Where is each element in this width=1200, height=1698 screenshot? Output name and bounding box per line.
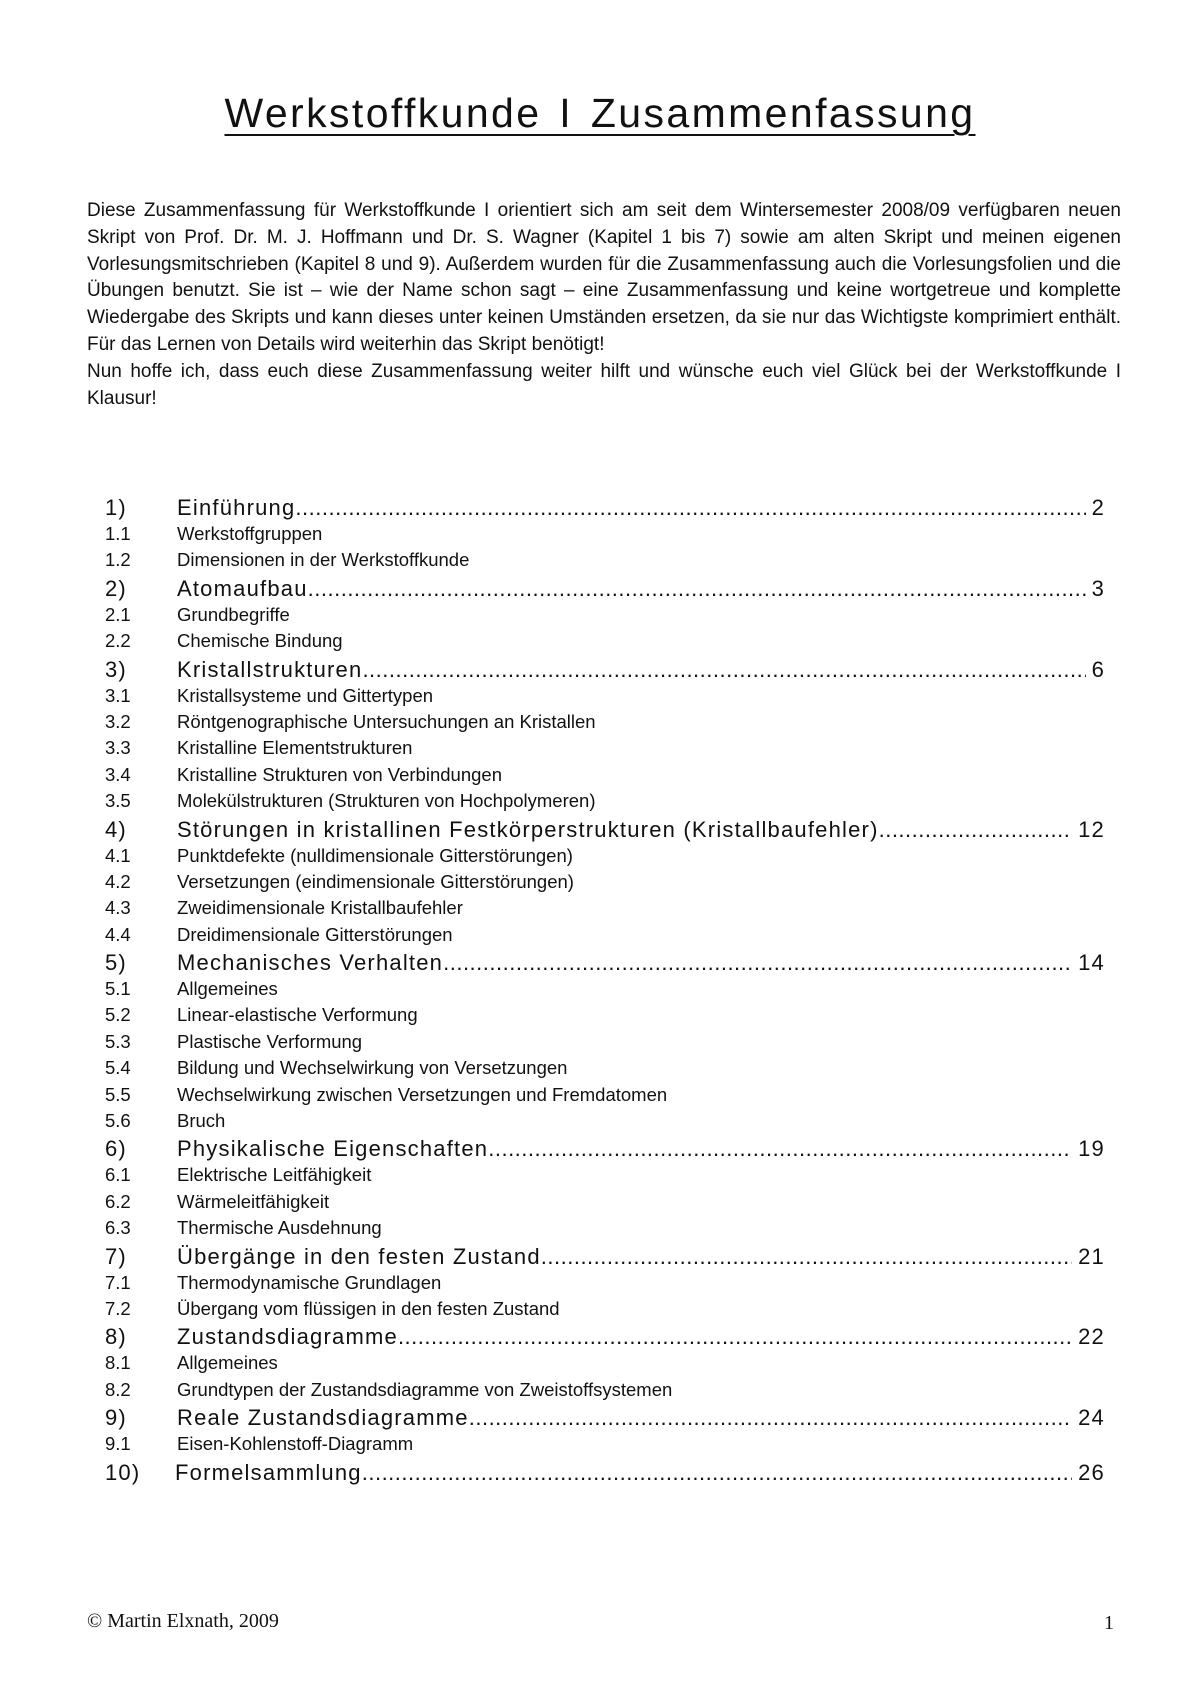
toc-chapter-number: 2): [105, 575, 127, 601]
toc-section-row: [105, 1272, 1105, 1298]
toc-leader-dots: [362, 1460, 1072, 1486]
toc-section-number: 4.4: [105, 923, 131, 945]
toc-chapter-title: Kristallstrukturen: [177, 656, 363, 682]
intro-paragraph: Diese Zusammenfassung für Werkstoffkunde I orientiert sich am seit dem Wintersemester 2008/09 verfügbaren neuen Skript von Prof. Dr. M. J. Hoffmann und Dr. S. Wagner (Kapitel 1 bis 7) sowie am alten Skript und meinen eigenen Vorlesungsmitschrieben (Kapitel 8 und 9). Außerdem wurden für die Zusammenfassung auch die Vorlesungsfolien und die Übungen benutzt. Sie ist – wie der Name schon sagt – eine Zusammenfassung und keine wortgetreue und komplette Wiedergabe des Skripts und kann dieses unter keinen Umständen ersetzen, da sie nur das Wichtigste komprimiert enthält. Für das Lernen von Details wird weiterhin das Skript benötigt!: [87, 200, 1121, 355]
toc-chapter-row: [105, 1460, 1105, 1488]
toc-section-title: Kristalline Elementstrukturen: [177, 737, 413, 759]
footer-page-number: 1: [1104, 1612, 1114, 1634]
toc-section-row: [105, 764, 1105, 790]
toc-chapter-number: 6): [105, 1136, 127, 1162]
toc-chapter-title: Übergänge in den festen Zustand: [177, 1243, 541, 1269]
toc-section-title: Grundbegriffe: [177, 603, 290, 625]
toc-section-title: Kristalline Strukturen von Verbindungen: [177, 763, 502, 785]
toc-section-row: [105, 523, 1105, 549]
toc-section-row: [105, 549, 1105, 575]
toc-section-number: 4.1: [105, 844, 131, 866]
toc-section-row: [105, 685, 1105, 711]
toc-chapter-row: [105, 817, 1105, 845]
toc-section-row: [105, 1352, 1105, 1378]
toc-chapter-title: Physikalische Eigenschaften: [177, 1136, 489, 1162]
toc-section-row: [105, 897, 1105, 923]
toc-chapter-line: [177, 657, 1105, 683]
toc-chapter-title: Zustandsdiagramme: [177, 1324, 398, 1350]
toc-section-title: Zweidimensionale Kristallbaufehler: [177, 897, 463, 919]
toc-section-number: 4.2: [105, 870, 131, 892]
toc-page-number: 26: [1078, 1459, 1105, 1485]
toc-chapter-line: [177, 495, 1105, 521]
toc-page-number: 19: [1078, 1136, 1105, 1162]
toc-section-row: [105, 1433, 1105, 1459]
toc-section-number: 6.2: [105, 1190, 131, 1212]
document-title: Werkstoffkunde I Zusammenfassung: [224, 90, 976, 136]
toc-section-row: [105, 1164, 1105, 1190]
toc-section-number: 5.5: [105, 1083, 131, 1105]
toc-chapter-number: 10): [105, 1459, 141, 1485]
toc-section-number: 1.1: [105, 523, 131, 544]
toc-section-row: [105, 1379, 1105, 1405]
toc-chapter-title: Mechanisches Verhalten: [177, 950, 444, 976]
toc-chapter-number: 8): [105, 1324, 127, 1350]
toc-section-number: 2.2: [105, 630, 131, 652]
toc-section-title: Wärmeleitfähigkeit: [177, 1190, 330, 1212]
toc-chapter-row: [105, 1405, 1105, 1433]
toc-chapter-number: 5): [105, 950, 127, 976]
toc-section-number: 1.2: [105, 549, 131, 571]
toc-chapter-title: Störungen in kristallinen Festkörperstrukturen (Kristallbaufehler): [177, 816, 879, 842]
toc-section-number: 5.2: [105, 1004, 131, 1026]
toc-section-number: 5.3: [105, 1030, 131, 1052]
toc-section-row: [105, 604, 1105, 630]
toc-section-title: Punktdefekte (nulldimensionale Gitterstörungen): [177, 844, 573, 866]
toc-section-row: [105, 1298, 1105, 1324]
toc-chapter-number: 1): [105, 495, 127, 520]
toc-chapter-number: 3): [105, 656, 127, 682]
toc-leader-dots: [879, 817, 1073, 843]
toc-section-row: [105, 1217, 1105, 1243]
toc-section-row: [105, 871, 1105, 897]
toc-section-number: 4.3: [105, 897, 131, 919]
toc-section-title: Übergang vom flüssigen in den festen Zustand: [177, 1297, 560, 1319]
toc-section-row: [105, 630, 1105, 656]
toc-section-number: 3.3: [105, 737, 131, 759]
toc-section-title: Allgemeines: [177, 978, 278, 1000]
toc-section-number: 7.1: [105, 1271, 131, 1293]
toc-chapter-row: [105, 1136, 1105, 1164]
toc-section-number: 9.1: [105, 1433, 131, 1455]
toc-section-title: Grundtypen der Zustandsdiagramme von Zweistoffsystemen: [177, 1378, 673, 1400]
footer-copyright: © Martin Elxnath, 2009: [87, 1610, 279, 1632]
toc-section-title: Bildung und Wechselwirkung von Versetzungen: [177, 1057, 568, 1079]
toc-section-title: Wechselwirkung zwischen Versetzungen und Fremdatomen: [177, 1083, 668, 1105]
toc-section-number: 7.2: [105, 1297, 131, 1319]
toc-section-title: Molekülstrukturen (Strukturen von Hochpolymeren): [177, 790, 596, 812]
toc-section-row: [105, 1004, 1105, 1030]
toc-section-number: 5.1: [105, 978, 131, 1000]
toc-leader-dots: [398, 1324, 1072, 1350]
toc-chapter-line: [177, 1136, 1105, 1162]
table-of-contents: [105, 495, 1105, 1488]
toc-leader-dots: [541, 1244, 1072, 1270]
toc-section-title: Thermische Ausdehnung: [177, 1217, 382, 1239]
toc-leader-dots: [443, 950, 1072, 976]
toc-chapter-number: 4): [105, 816, 127, 842]
toc-section-row: [105, 845, 1105, 871]
toc-leader-dots: [362, 657, 1085, 683]
toc-section-number: 8.2: [105, 1378, 131, 1400]
toc-chapter-number: 9): [105, 1405, 127, 1431]
toc-section-title: Versetzungen (eindimensionale Gitterstörungen): [177, 870, 574, 892]
toc-section-title: Dimensionen in der Werkstoffkunde: [177, 549, 470, 571]
toc-section-title: Allgemeines: [177, 1352, 278, 1374]
toc-chapter-line: [177, 576, 1105, 602]
toc-leader-dots: [295, 495, 1085, 521]
toc-chapter-row: [105, 576, 1105, 604]
toc-chapter-title: Atomaufbau: [177, 575, 308, 601]
toc-section-title: Eisen-Kohlenstoff-Diagramm: [177, 1433, 414, 1455]
toc-page-number: 24: [1078, 1405, 1105, 1431]
toc-section-number: 5.6: [105, 1110, 131, 1132]
toc-section-title: Linear-elastische Verformung: [177, 1004, 418, 1026]
toc-section-number: 3.4: [105, 763, 131, 785]
toc-page-number: 12: [1078, 816, 1105, 842]
toc-section-number: 5.4: [105, 1057, 131, 1079]
toc-section-title: Dreidimensionale Gitterstörungen: [177, 923, 453, 945]
toc-section-row: [105, 978, 1105, 1004]
toc-page-number: 22: [1078, 1324, 1105, 1350]
toc-section-row: [105, 1031, 1105, 1057]
toc-section-title: Plastische Verformung: [177, 1030, 363, 1052]
toc-section-number: 8.1: [105, 1352, 131, 1374]
toc-section-title: Chemische Bindung: [177, 630, 343, 652]
toc-chapter-line: [175, 1460, 1105, 1486]
toc-chapter-row: [105, 495, 1105, 523]
toc-section-row: [105, 737, 1105, 763]
toc-section-row: [105, 924, 1105, 950]
toc-chapter-row: [105, 1244, 1105, 1272]
toc-page-number: 21: [1078, 1243, 1105, 1269]
toc-chapter-number: 7): [105, 1243, 127, 1269]
toc-section-row: [105, 711, 1105, 737]
toc-section-title: Bruch: [177, 1110, 226, 1132]
toc-chapter-title: Einführung: [177, 495, 296, 520]
toc-chapter-row: [105, 657, 1105, 685]
toc-page-number: 2: [1091, 495, 1105, 520]
toc-page-number: 3: [1091, 575, 1105, 601]
toc-section-row: [105, 1191, 1105, 1217]
toc-chapter-line: [177, 1405, 1105, 1431]
toc-leader-dots: [488, 1136, 1072, 1162]
toc-chapter-row: [105, 950, 1105, 978]
toc-section-number: 3.2: [105, 710, 131, 732]
toc-section-title: Elektrische Leitfähigkeit: [177, 1164, 372, 1186]
toc-chapter-line: [177, 950, 1105, 976]
toc-page-number: 6: [1091, 656, 1105, 682]
intro-paragraph: Nun hoffe ich, dass euch diese Zusammenfassung weiter hilft und wünsche euch viel Glück bei der Werkstoffkunde I Klausur!: [87, 360, 1121, 409]
toc-chapter-title: Formelsammlung: [175, 1459, 362, 1485]
toc-chapter-line: [177, 1324, 1105, 1350]
toc-section-title: Röntgenographische Untersuchungen an Kristallen: [177, 710, 596, 732]
toc-section-row: [105, 790, 1105, 816]
toc-leader-dots: [308, 576, 1086, 602]
toc-chapter-line: [177, 1244, 1105, 1270]
toc-section-title: Werkstoffgruppen: [177, 523, 323, 544]
toc-page-number: 14: [1078, 950, 1105, 976]
toc-chapter-row: [105, 1324, 1105, 1352]
intro-text: [87, 198, 1121, 412]
toc-section-number: 2.1: [105, 603, 131, 625]
toc-section-number: 3.1: [105, 684, 131, 706]
toc-section-row: [105, 1110, 1105, 1136]
toc-chapter-line: [177, 817, 1105, 843]
toc-leader-dots: [469, 1405, 1072, 1431]
toc-section-title: Kristallsysteme und Gittertypen: [177, 684, 434, 706]
toc-section-row: [105, 1084, 1105, 1110]
toc-section-number: 6.3: [105, 1217, 131, 1239]
toc-section-title: Thermodynamische Grundlagen: [177, 1271, 442, 1293]
toc-section-row: [105, 1057, 1105, 1083]
toc-chapter-title: Reale Zustandsdiagramme: [177, 1405, 469, 1431]
toc-section-number: 3.5: [105, 790, 131, 812]
toc-section-number: 6.1: [105, 1164, 131, 1186]
